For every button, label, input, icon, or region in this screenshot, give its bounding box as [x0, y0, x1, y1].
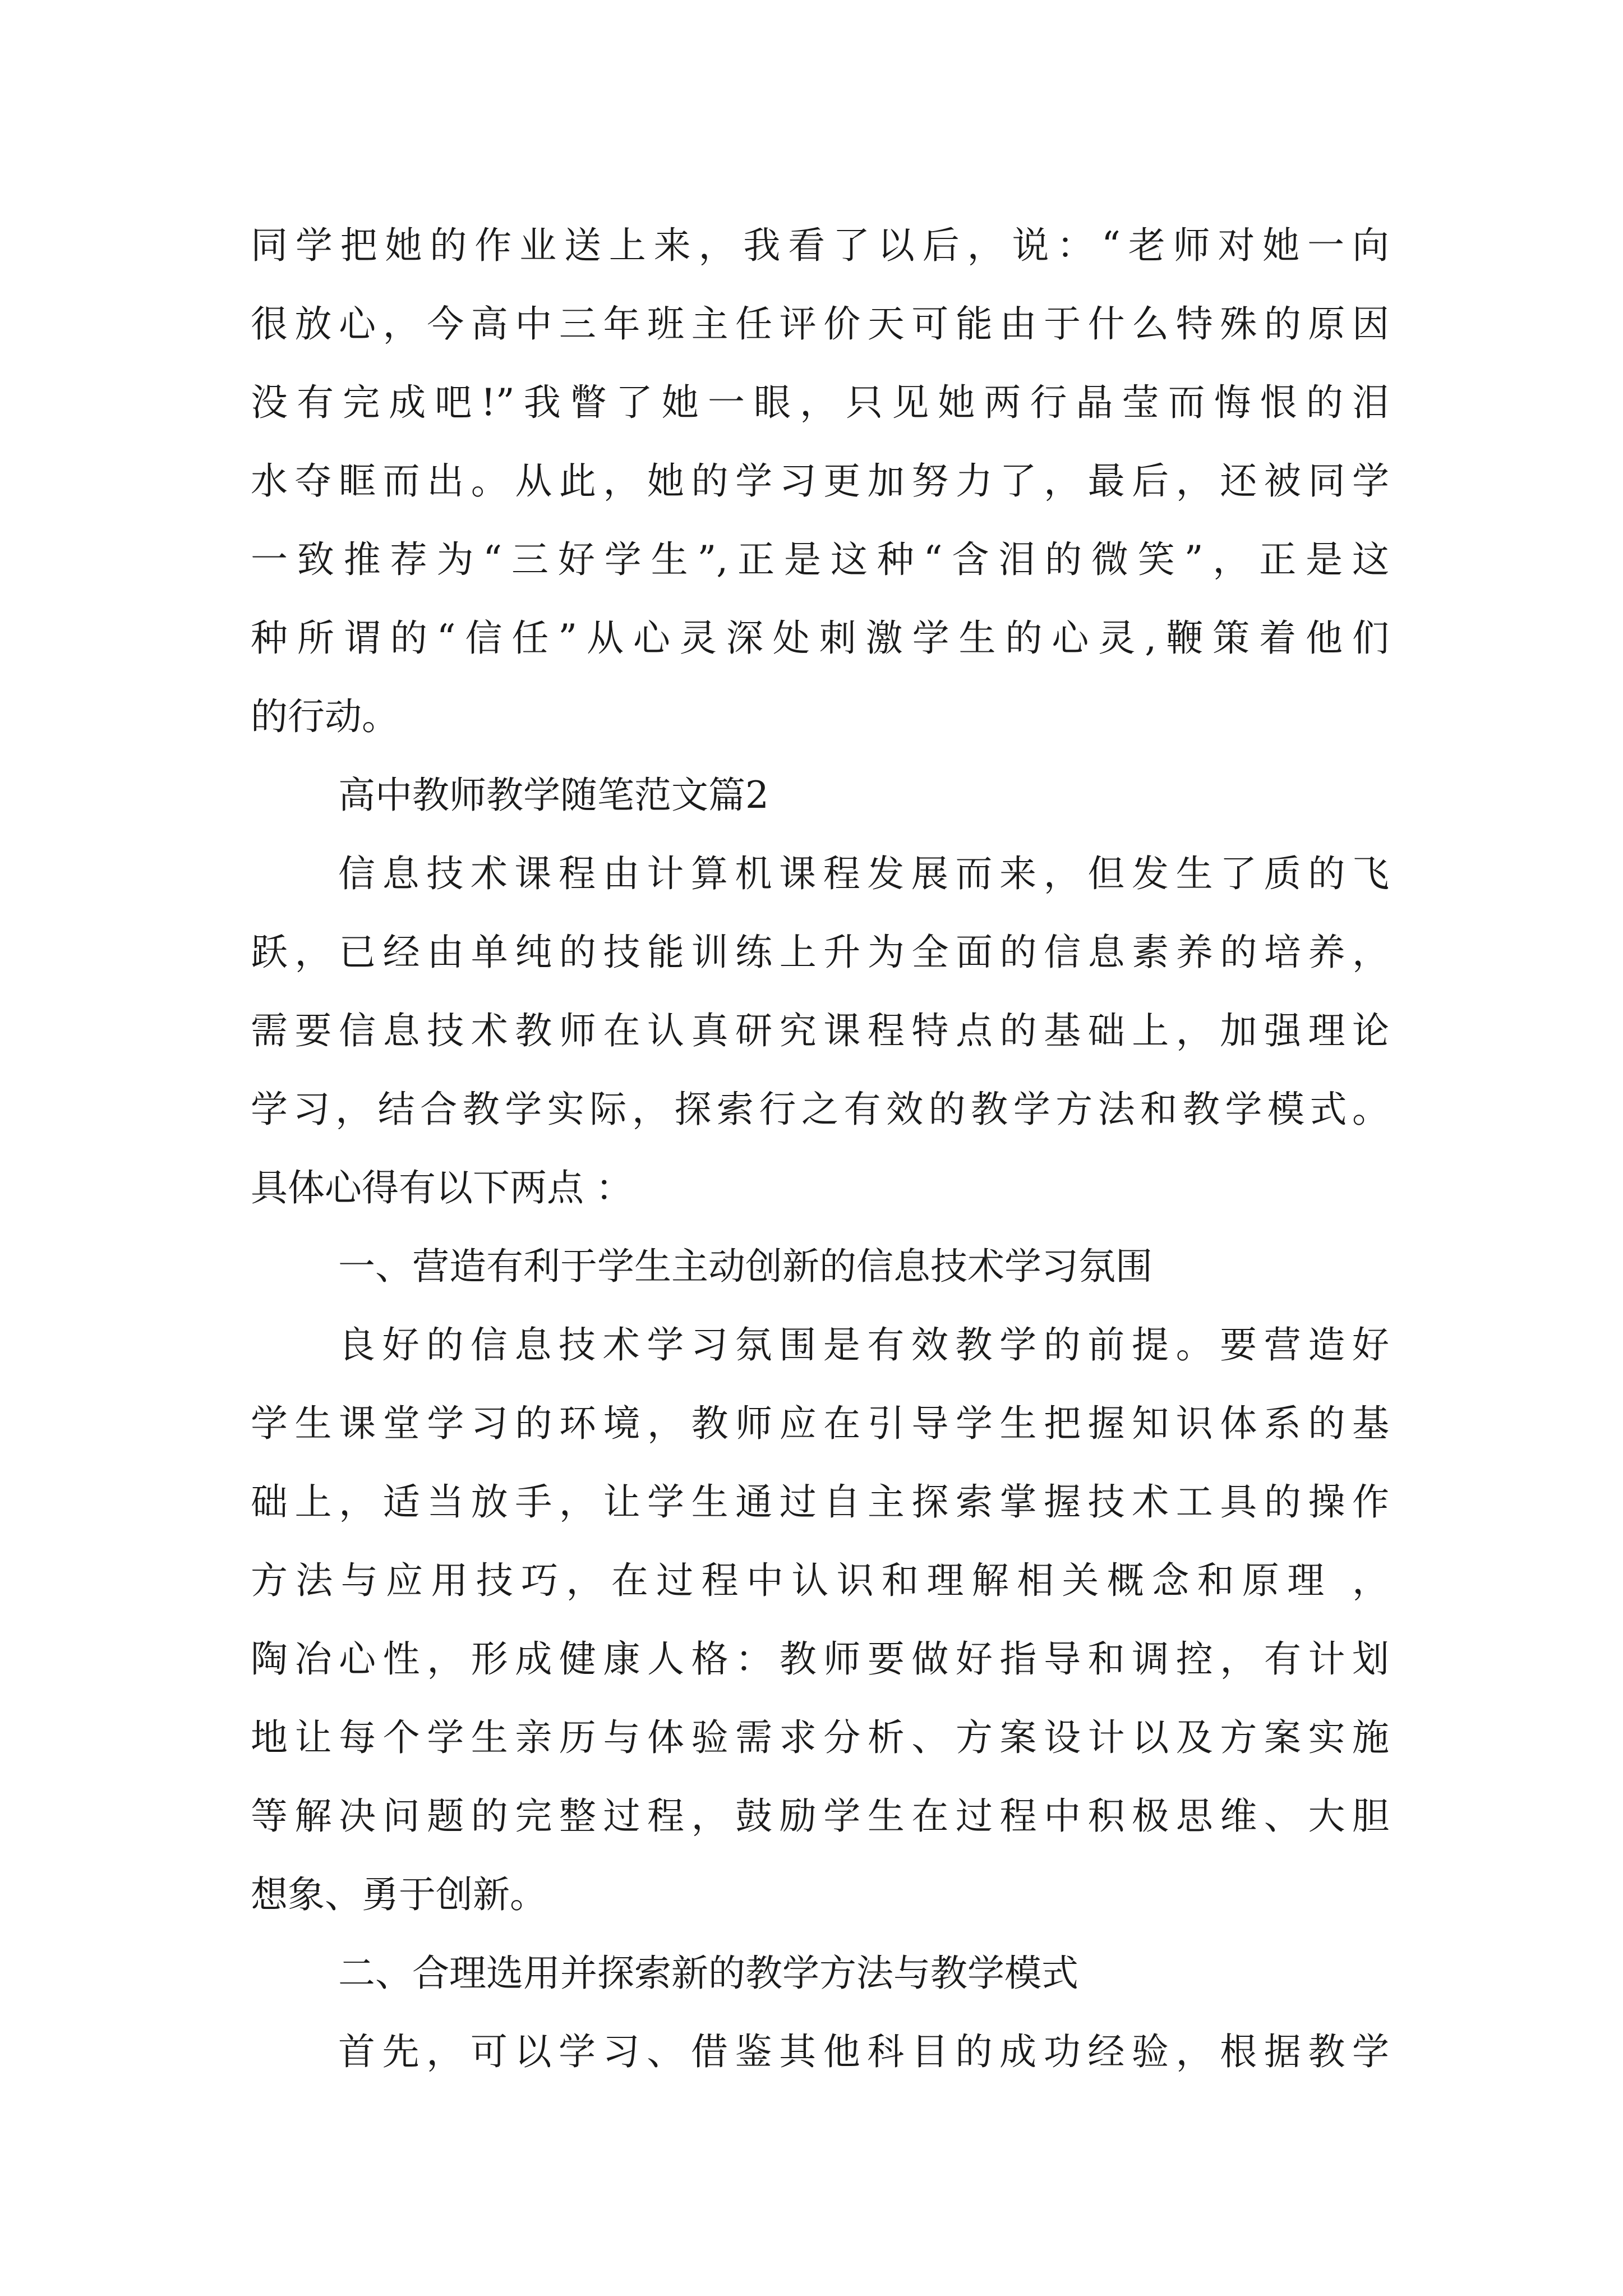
paragraph-line: 水夺眶而出。从此，她的学习更加努力了，最后，还被同学: [251, 459, 1389, 503]
paragraph-line: 首先，可以学习、借鉴其他科目的成功经验，根据教学: [338, 2030, 1389, 2073]
paragraph-line: 没有完成吧!”我瞥了她一眼，只见她两行晶莹而悔恨的泪: [251, 381, 1389, 424]
paragraph-line: 需要信息技术教师在认真研究课程特点的基础上，加强理论: [251, 1009, 1389, 1052]
paragraph-line: 想象、勇于创新。: [251, 1873, 547, 1916]
paragraph-line: 地让每个学生亲历与体验需求分析、方案设计以及方案实施: [251, 1716, 1389, 1759]
paragraph-line: 的行动。: [251, 695, 399, 738]
section-title: 高中教师教学随笔范文篇2: [338, 774, 769, 817]
paragraph-line: 方法与应用技巧，在过程中认识和理解相关概念和原理 ，: [251, 1559, 1389, 1602]
paragraph-line: 种所谓的“信任”从心灵深处刺激学生的心灵,鞭策着他们: [251, 616, 1389, 660]
paragraph-line: 学生课堂学习的环境，教师应在引导学生把握知识体系的基: [251, 1402, 1389, 1445]
subheading: 一、营造有利于学生主动创新的信息技术学习氛围: [338, 1245, 1152, 1288]
subheading: 二、合理选用并探索新的教学方法与教学模式: [338, 1952, 1078, 1995]
paragraph-line: 学习，结合教学实际，探索行之有效的教学方法和教学模式。: [251, 1088, 1389, 1131]
paragraph-line: 跃，已经由单纯的技能训练上升为全面的信息素养的培养，: [251, 931, 1389, 974]
paragraph-line: 良好的信息技术学习氛围是有效教学的前提。要营造好: [338, 1323, 1389, 1366]
paragraph-line: 信息技术课程由计算机课程发展而来，但发生了质的飞: [338, 852, 1389, 895]
paragraph-line: 础上，适当放手，让学生通过自主探索掌握技术工具的操作: [251, 1480, 1389, 1524]
paragraph-line: 具体心得有以下两点 ：: [251, 1166, 633, 1209]
paragraph-line: 陶冶心性，形成健康人格：教师要做好指导和调控，有计划: [251, 1637, 1389, 1681]
paragraph-line: 很放心，今高中三年班主任评价天可能由于什么特殊的原因: [251, 302, 1389, 346]
paragraph-line: 同学把她的作业送上来，我看了以后，说：“老师对她一向: [251, 224, 1389, 267]
paragraph-line: 一致推荐为“三好学生”,正是这种“含泪的微笑”，正是这: [251, 538, 1389, 581]
paragraph-line: 等解决问题的完整过程，鼓励学生在过程中积极思维、大胆: [251, 1795, 1389, 1838]
